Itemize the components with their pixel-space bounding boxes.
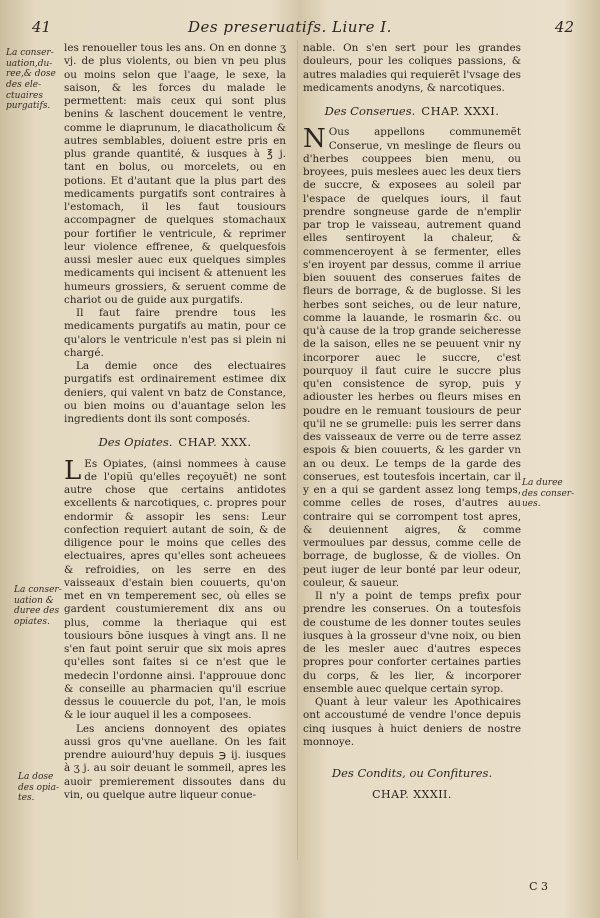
paragraph: Les anciens donnoyent des opiates aussi gros qu'vne auellane. On les fait prendre auiourd'huy depuis ℈ ij. iusques à ʒ j. au soir deuant le sommeil, apres les auoir premierement dissoutes dans du vin, ou quelque autre liqueur conue- [64, 722, 286, 801]
right-column [303, 42, 521, 802]
section-title: Des Conserues. [324, 104, 416, 118]
margin-note: La duree des conser-ues. [522, 478, 575, 509]
section-heading [303, 105, 521, 118]
page-number-left: 41 [32, 18, 52, 36]
page-gutter [297, 40, 298, 860]
margin-note: La dose des opia-tes. [18, 772, 60, 803]
running-title: Des preseruatifs. Liure I. [188, 18, 392, 36]
paragraph: La demie once des electuaires purgatifs est ordinairement estimee dix deniers, qui valent vn batz de Constance, ou bien moins ou d'auantage selon les ingredients dont ils sont composés. [64, 360, 286, 425]
paragraph: NOus appellons communemẽt Conserue, vn meslinge de fleurs ou d'herbes couppees bien menu, ou broyees, puis meslees auec les deux tiers de succre, & exposees au soleil par l'espace de quelques iours, il faut prendre songneuse garde de n'emplir par trop le vaisseau, autrement quand elles sentiroyent la chaleur, & commenceroyent à se fermenter, elles s'en iroyent par dessus, comme il arriue bien souuent des conserues faites de fleurs de borrage, & de buglosse. Si les herbes sont seiches, ou de leur nature, comme la lauande, le rosmarin &c. ou qu'à cause de la trop grande seicheresse de la saison, elles ne se peuuent vnir ny incorporer auec le succre, c'est pourquoy il faut cuire le succre plus qu'en consistence de syrop, puis y adiouster les herbes ou fleurs mises en poudre en le remuant tousiours de peur qu'il ne se grumelle: puis les serrer dans des vaisseaux de verre ou de terre assez espois & bien couuerts, & les garder vn an ou deux. Le temps de la garde des conserues, est toutesfois incertain, car il y en a qui se gardent assez long temps, comme celles de roses, d'autres au contraire qui se corrompent tost apres, & deuiennent aigres, & comme vermoulues par dessus, comme celle de borrage, de buglosse, & de violles. On peut iuger de leur bonté par leur odeur, couleur, & saueur. [303, 124, 521, 589]
margin-note: des ele-ctuaires purgatifs. [6, 80, 51, 111]
next-section-title: Des Condits, ou Confitures. [331, 766, 493, 780]
chapter-number: CHAP. XXXI. [421, 104, 500, 118]
left-column [64, 42, 286, 802]
section-heading [64, 436, 286, 449]
margin-note: La conser-uation,du-ree,& dose [6, 48, 56, 79]
margin-note: La conser-uation & duree des opiates. [14, 585, 62, 627]
paragraph: Quant à leur valeur les Apothicaires ont accoustumé de vendre l'once depuis cinq iusques à huict deniers de nostre monnoye. [303, 696, 521, 748]
next-chapter-number: CHAP. XXXII. [372, 788, 452, 802]
paragraph: Il n'y a point de temps prefix pour prendre les conserues. On a toutesfois de coustume de les donner toutes seules iusques à la grosseur d'vne noix, ou bien de les mesler auec d'autres especes propres pour conforter certaines parties du corps, & les lier, & incorporer ensemble auec quelque certain syrop. [303, 590, 521, 695]
signature-mark: C 3 [529, 880, 548, 893]
page-number-right: 42 [554, 18, 574, 36]
paragraph: nable. On s'en sert pour les grandes douleurs, pour les coliques passions, & autres maladies qui requierẽt l'vsage des medicaments anodyns, & narcotiques. [303, 42, 521, 94]
section-title: Des Opiates. [98, 435, 173, 450]
chapter-number: CHAP. XXX. [178, 435, 252, 450]
paragraph: LEs Opiates, (ainsi nommees à cause de l'opiũ qu'elles reçoyuẽt) ne sont autre chose que certains antidotes excellents & narcotiques, c. propres pour endormir & assopir les sens: Leur confection requiert autant de soin, & de diligence pour le moins que celles des electuaires, apres qu'elles sont acheuees & refroidies, on les serre en des vaisseaux d'estain bien couuerts, qu'on met en vn temperement sec, où elles se gardent coustumierement dix ans ou plus, comme la theriaque qui est tousiours bõne iusques à vingt ans. Il ne s'en faut point seruir que six mois apres qu'elles sont faites si ce n'est que le medecin l'ordonne ainsi. I'approuue donc & conseille au pharmacien qu'il escriue dessus le couuercle du pot, l'an, le mois & le iour auquel il les a composees. [64, 455, 286, 722]
paragraph: Il faut faire prendre tous les medicaments purgatifs au matin, pour ce qu'alors le ventricule n'est pas si plein ni chargé. [64, 307, 286, 359]
paragraph: les renoueller tous les ans. On en donne ʒ vj. de plus violents, ou bien vn peu plus ou moins selon que l'aage, le sexe, la saison, & les forces du malade le permettent: mais ceux qui sont plus benins & laschent doucement le ventre, comme le diaprunum, le diacatholicum & autres semblables, doiuent estre pris en plus grande quantité, & iusques à ℥ j. tant en bolus, ou morcelets, ou en potions. Et d'autant que la plus part des medicaments purgatifs sont contraires à l'estomach, il les faut tousiours accompagner de quelques stomachaux pour fortifier le ventricule, & reprimer leur violence effrenee, & quelquesfois aussi mesler auec eux quelques simples medicaments qui incisent & attenuent les humeurs grossiers, & seruent comme de chariot ou de guide aux purgatifs. [64, 42, 286, 306]
